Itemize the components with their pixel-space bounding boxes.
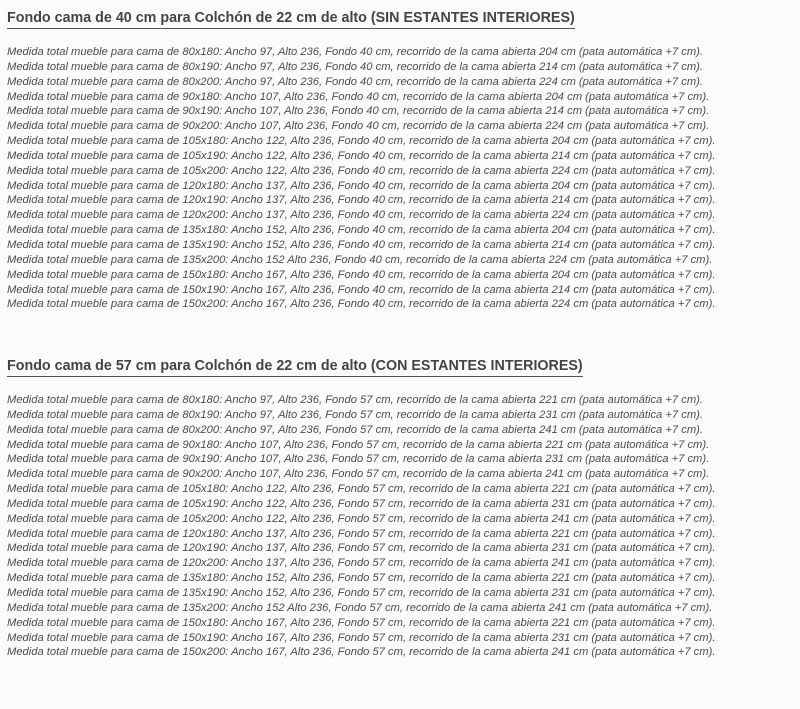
measurement-line: Medida total mueble para cama de 90x200: Ancho 107, Alto 236, Fondo 40 cm, recorrido de la cama abierta 224 cm (pata automática +7 cm).: [7, 120, 710, 133]
measurement-line: Medida total mueble para cama de 105x190: Ancho 122, Alto 236, Fondo 57 cm, recorrido de la cama abierta 231 cm (pata automática +7 cm).: [7, 497, 716, 510]
measurement-line: Medida total mueble para cama de 80x190: Ancho 97, Alto 236, Fondo 40 cm, recorrido de la cama abierta 214 cm (pata automática +7 cm).: [7, 60, 703, 73]
measurement-line: Medida total mueble para cama de 150x180: Ancho 167, Alto 236, Fondo 40 cm, recorrido de la cama abierta 204 cm (pata automática +7 cm).: [7, 268, 716, 281]
measurement-line: Medida total mueble para cama de 90x180: Ancho 107, Alto 236, Fondo 57 cm, recorrido de la cama abierta 221 cm (pata automática +7 cm).: [7, 438, 710, 451]
measurement-line: Medida total mueble para cama de 135x190: Ancho 152, Alto 236, Fondo 40 cm, recorrido de la cama abierta 214 cm (pata automática +7 cm).: [7, 238, 716, 251]
measurement-line: Medida total mueble para cama de 150x190: Ancho 167, Alto 236, Fondo 57 cm, recorrido de la cama abierta 231 cm (pata automática +7 cm).: [7, 631, 716, 644]
measurement-line: Medida total mueble para cama de 120x200: Ancho 137, Alto 236, Fondo 40 cm, recorrido de la cama abierta 224 cm (pata automática +7 cm).: [7, 209, 716, 222]
measurement-line: Medida total mueble para cama de 120x190: Ancho 137, Alto 236, Fondo 57 cm, recorrido de la cama abierta 231 cm (pata automática +7 cm).: [7, 542, 716, 555]
measurement-line: Medida total mueble para cama de 105x190: Ancho 122, Alto 236, Fondo 40 cm, recorrido de la cama abierta 214 cm (pata automática +7 cm).: [7, 149, 716, 162]
measurement-line: Medida total mueble para cama de 150x190: Ancho 167, Alto 236, Fondo 40 cm, recorrido de la cama abierta 214 cm (pata automática +7 cm).: [7, 283, 716, 296]
section-con-estantes: [7, 357, 797, 676]
measurement-line: Medida total mueble para cama de 135x200: Ancho 152 Alto 236, Fondo 57 cm, recorrido de la cama abierta 241 cm (pata automática +7 cm).: [7, 601, 713, 614]
measurement-list: [7, 393, 797, 660]
measurement-line: Medida total mueble para cama de 105x180: Ancho 122, Alto 236, Fondo 57 cm, recorrido de la cama abierta 221 cm (pata automática +7 cm).: [7, 483, 716, 496]
measurement-line: Medida total mueble para cama de 90x180: Ancho 107, Alto 236, Fondo 40 cm, recorrido de la cama abierta 204 cm (pata automática +7 cm).: [7, 90, 710, 103]
measurement-line: Medida total mueble para cama de 120x180: Ancho 137, Alto 236, Fondo 40 cm, recorrido de la cama abierta 204 cm (pata automática +7 cm).: [7, 179, 716, 192]
measurement-line: Medida total mueble para cama de 135x200: Ancho 152 Alto 236, Fondo 40 cm, recorrido de la cama abierta 224 cm (pata automática +7 cm).: [7, 253, 713, 266]
measurement-line: Medida total mueble para cama de 150x200: Ancho 167, Alto 236, Fondo 40 cm, recorrido de la cama abierta 224 cm (pata automática +7 cm).: [7, 298, 716, 311]
measurement-line: Medida total mueble para cama de 120x200: Ancho 137, Alto 236, Fondo 57 cm, recorrido de la cama abierta 241 cm (pata automática +7 cm).: [7, 557, 716, 570]
measurement-line: Medida total mueble para cama de 150x180: Ancho 167, Alto 236, Fondo 57 cm, recorrido de la cama abierta 221 cm (pata automática +7 cm).: [7, 616, 716, 629]
measurement-line: Medida total mueble para cama de 90x190: Ancho 107, Alto 236, Fondo 57 cm, recorrido de la cama abierta 231 cm (pata automática +7 cm).: [7, 453, 710, 466]
measurement-line: Medida total mueble para cama de 105x200: Ancho 122, Alto 236, Fondo 57 cm, recorrido de la cama abierta 241 cm (pata automática +7 cm).: [7, 512, 716, 525]
measurement-line: Medida total mueble para cama de 90x190: Ancho 107, Alto 236, Fondo 40 cm, recorrido de la cama abierta 214 cm (pata automática +7 cm).: [7, 105, 710, 118]
section-sin-estantes: [7, 9, 797, 328]
measurement-line: Medida total mueble para cama de 135x180: Ancho 152, Alto 236, Fondo 40 cm, recorrido de la cama abierta 204 cm (pata automática +7 cm).: [7, 224, 716, 237]
measurement-line: Medida total mueble para cama de 80x190: Ancho 97, Alto 236, Fondo 57 cm, recorrido de la cama abierta 231 cm (pata automática +7 cm).: [7, 408, 703, 421]
measurement-list: [7, 45, 797, 312]
measurement-line: Medida total mueble para cama de 105x180: Ancho 122, Alto 236, Fondo 40 cm, recorrido de la cama abierta 204 cm (pata automática +7 cm).: [7, 135, 716, 148]
measurement-line: Medida total mueble para cama de 80x180: Ancho 97, Alto 236, Fondo 57 cm, recorrido de la cama abierta 221 cm (pata automática +7 cm).: [7, 394, 703, 406]
section-heading: Fondo cama de 57 cm para Colchón de 22 cm de alto (CON ESTANTES INTERIORES): [7, 358, 583, 377]
measurement-line: Medida total mueble para cama de 80x200: Ancho 97, Alto 236, Fondo 57 cm, recorrido de la cama abierta 241 cm (pata automática +7 cm).: [7, 423, 703, 436]
measurement-line: Medida total mueble para cama de 80x180: Ancho 97, Alto 236, Fondo 40 cm, recorrido de la cama abierta 204 cm (pata automática +7 cm).: [7, 46, 703, 58]
section-heading: Fondo cama de 40 cm para Colchón de 22 cm de alto (SIN ESTANTES INTERIORES): [7, 10, 575, 29]
measurement-line: Medida total mueble para cama de 135x180: Ancho 152, Alto 236, Fondo 57 cm, recorrido de la cama abierta 221 cm (pata automática +7 cm).: [7, 572, 716, 585]
measurement-line: Medida total mueble para cama de 120x180: Ancho 137, Alto 236, Fondo 57 cm, recorrido de la cama abierta 221 cm (pata automática +7 cm).: [7, 527, 716, 540]
measurement-line: Medida total mueble para cama de 135x190: Ancho 152, Alto 236, Fondo 57 cm, recorrido de la cama abierta 231 cm (pata automática +7 cm).: [7, 586, 716, 599]
measurement-line: Medida total mueble para cama de 120x190: Ancho 137, Alto 236, Fondo 40 cm, recorrido de la cama abierta 214 cm (pata automática +7 cm).: [7, 194, 716, 207]
measurement-line: Medida total mueble para cama de 150x200: Ancho 167, Alto 236, Fondo 57 cm, recorrido de la cama abierta 241 cm (pata automática +7 cm).: [7, 646, 716, 659]
measurement-line: Medida total mueble para cama de 105x200: Ancho 122, Alto 236, Fondo 40 cm, recorrido de la cama abierta 224 cm (pata automática +7 cm).: [7, 164, 716, 177]
measurement-line: Medida total mueble para cama de 80x200: Ancho 97, Alto 236, Fondo 40 cm, recorrido de la cama abierta 224 cm (pata automática +7 cm).: [7, 75, 703, 88]
measurement-line: Medida total mueble para cama de 90x200: Ancho 107, Alto 236, Fondo 57 cm, recorrido de la cama abierta 241 cm (pata automática +7 cm).: [7, 468, 710, 481]
